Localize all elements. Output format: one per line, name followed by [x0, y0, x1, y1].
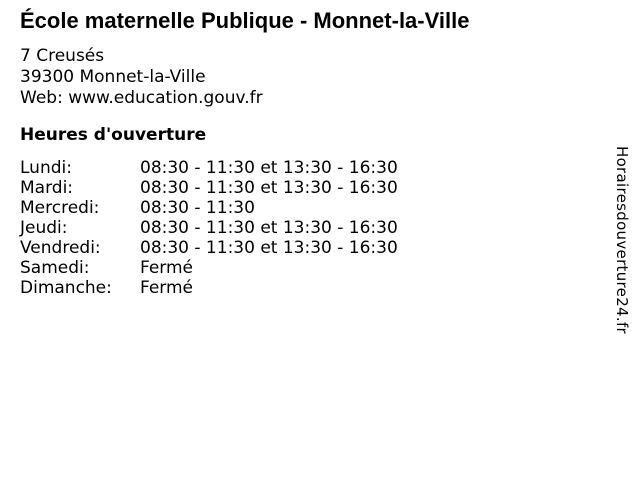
- day-label: Vendredi:: [20, 238, 101, 258]
- address-street: 7 Creusés: [20, 46, 105, 66]
- hours-row-sunday: [20, 278, 600, 298]
- website-text: Web: www.education.gouv.fr: [20, 88, 263, 108]
- day-label: Samedi:: [20, 258, 90, 278]
- hours-row-wednesday: [20, 198, 600, 218]
- day-times: 08:30 - 11:30 et 13:30 - 16:30: [140, 158, 398, 178]
- opening-hours-heading: Heures d'ouverture: [20, 125, 207, 145]
- address-city: 39300 Monnet-la-Ville: [20, 67, 206, 87]
- day-times: 08:30 - 11:30: [140, 198, 255, 218]
- day-times: Fermé: [140, 278, 194, 298]
- opening-hours-table: [20, 158, 600, 298]
- day-times: Fermé: [140, 258, 194, 278]
- day-times: 08:30 - 11:30 et 13:30 - 16:30: [140, 238, 398, 258]
- hours-row-saturday: [20, 258, 600, 278]
- day-label: Lundi:: [20, 158, 72, 178]
- hours-row-monday: [20, 158, 600, 178]
- page-title: École maternelle Publique - Monnet-la-Ville: [20, 8, 470, 33]
- hours-row-thursday: [20, 218, 600, 238]
- address-block: [20, 46, 600, 109]
- hours-row-friday: [20, 238, 600, 258]
- day-label: Dimanche:: [20, 278, 112, 298]
- day-label: Jeudi:: [20, 218, 68, 238]
- day-label: Mardi:: [20, 178, 74, 198]
- day-times: 08:30 - 11:30 et 13:30 - 16:30: [140, 218, 398, 238]
- site-watermark: Horairesdouverture24.fr: [613, 146, 631, 334]
- day-times: 08:30 - 11:30 et 13:30 - 16:30: [140, 178, 398, 198]
- hours-row-tuesday: [20, 178, 600, 198]
- day-label: Mercredi:: [20, 198, 100, 218]
